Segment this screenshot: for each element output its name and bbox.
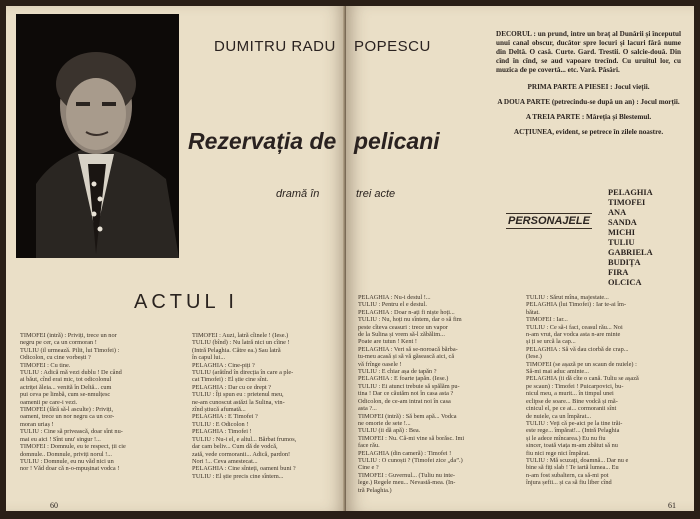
dialogue-line: moran uriaș ! — [20, 420, 54, 428]
dialogue-line: ai băut, cînd erai mic, tot odicolonul — [20, 376, 112, 384]
left-column-1 — [20, 332, 180, 473]
dialogue-line: TULIU (il urmează. Pilit, lui Timofei) : — [20, 346, 120, 354]
dialogue-line: TULIU (arătînd în direcția în care a ple- — [192, 369, 294, 377]
dialogue-line: oamenii pe care-i vezi. — [20, 398, 78, 406]
dialogue-line: n-am vrut, dar vodca asta n-are minte — [526, 331, 621, 339]
dialogue-line: Să-mi mai aduc aminte... — [526, 368, 589, 376]
left-page — [6, 6, 346, 511]
dialogue-line: mai eu aici ! Sînt unu' singur !... — [20, 435, 101, 443]
dialogue-line: ne-am cunoscut astăzi la Sulina, vin- — [192, 398, 285, 406]
dialogue-line: PELAGHIA : Să vă dau ciorbă de crap... — [526, 345, 629, 353]
dialogue-line: TIMOFEI : Cu tine. — [20, 361, 71, 369]
dialogue-line: nor ! Văd doar că n-o-mpușinat vodca ! — [20, 465, 120, 473]
dialogue-line: eclipse de soare... Bine vodcă și mă- — [526, 397, 618, 405]
dialogue-line: PELAGHIA : Doar n-ați fi niște hoți... — [358, 308, 455, 316]
dialogue-line: cat Timofei) : El știe cine sînt. — [192, 376, 269, 384]
characters-heading: PERSONAJELE — [508, 215, 590, 227]
dialogue-line: Nori !... Ceva amestecat... — [192, 457, 258, 465]
dialogue-line: în capul lui... — [192, 354, 226, 362]
dialogue-line: TIMOFEI : Iar... — [526, 316, 568, 324]
dialogue-line: asta ?... — [358, 405, 377, 413]
stage-directions — [496, 30, 681, 143]
decor-text: DECORUL : un prund, intre un braț al Dunării și începutul unui canal obscur, ducător spre locuri și lacuri fără nume din Deltă. O casă. Curte. Gard. Trestii. O salcie-două. Din cînd în cînd, se aud vapoare trecînd. Cu uruitul lor, cu muzica de pe covertă... etc. Vară. Păsări. — [496, 30, 681, 74]
dialogue-line: TIMOFEI : Nu. Că-mi vine să borăsc. Imi — [358, 434, 465, 442]
author-photo — [16, 14, 179, 258]
dialogue-line: TIMOFEI : Auzi, latră cîinele ! (Iese.) — [192, 332, 289, 339]
dialogue-line: TULIU : Nu, hoți nu sîntem, dar o să fim — [358, 316, 462, 324]
dialogue-line: pui ceva pe limbă, cum se-nmulțesc — [20, 391, 111, 399]
dialogue-line: TULIU : Cine să privească, doar sînt nu- — [20, 428, 123, 436]
dialogue-line: TIMOFEI (intră) : Priviți, trece un nor — [20, 332, 117, 339]
character-name: BUDIȚA — [608, 258, 641, 267]
dialogue-line: TULIU : Ce să-i faci, ceasul rău... Noi — [526, 323, 623, 331]
dialogue-line: zată, vede cormoranii... Adică, pardon! — [192, 450, 291, 458]
author-first-name: DUMITRU RADU — [214, 38, 336, 55]
character-name: SANDA — [608, 218, 637, 227]
right-column-2 — [526, 294, 686, 487]
dialogue-line: peste cîteva ceasuri : trece un vapor — [358, 323, 448, 331]
dialogue-line: cinicul el, pe ce ai... cormoranii sînt — [526, 405, 617, 413]
dialogue-line: ne omoriе de sete !... — [358, 419, 411, 427]
dialogue-line: PELAGHIA : E foarte țapăn. (Iese.) — [358, 375, 449, 383]
subtitle-part-1: dramă în — [276, 188, 320, 200]
dialogue-line: înjura șefii... și ca să fiu liber cînd — [526, 479, 612, 487]
dialogue-line: PELAGHIA (lui Timofei) : Iar te-ai îm- — [526, 301, 627, 309]
dialogue-line: n-am fost subaltern, ca să-mi pot — [526, 471, 609, 479]
part-2-text: A DOUA PARTE (petrecindu-se după un an) : Jocul morții. — [497, 98, 680, 106]
dialogue-line: oameni, trece un nor negru ca un cor- — [20, 413, 115, 421]
dialogue-line: și le adece mîncarea.) Eu nu fiu — [526, 434, 606, 442]
dialogue-line: TULIU : Veți că pe-aici pe la tine trăi- — [526, 419, 623, 427]
dialogue-line: nicul meu, a murit... în timpul unei — [526, 390, 614, 398]
dialogue-line: TULIU : Domnule, eu nu văd nici un — [20, 457, 114, 465]
dialogue-line: TULIU : Sărut mîna, majestate... — [526, 294, 609, 301]
dialogue-line: TULIU : E Odicolon ! — [192, 420, 249, 428]
subtitle-part-2: trei acte — [356, 188, 396, 200]
dialogue-line: actriței ăleia... venită în Deltă... cum — [20, 383, 112, 391]
dialogue-line: TULIU : O cunoști ? (Timofei zice „da”.) — [358, 456, 463, 464]
dialogue-line: PELAGHIA (ii dă cîte o cană. Tuliu se așază — [526, 375, 639, 383]
part-1-text: PRIMA PARTE A PIESEI : Jocul vieții. — [527, 83, 650, 91]
dialogue-line: domnule.. Domnule, priviți norul !... — [20, 450, 112, 458]
dialogue-line: PELAGHIA : Cine sînteți, oameni buni ? — [192, 465, 296, 473]
dialogue-line: Cine e ? — [358, 464, 379, 472]
portrait-illustration — [16, 14, 179, 258]
author-last-name: POPESCU — [354, 38, 431, 55]
dialogue-line: PELAGHIA : Timofei ! — [192, 428, 252, 436]
dialogue-line: TULIU : El știe precis cine sîntem... — [192, 472, 284, 480]
dialogue-line: tu-meu acasă și să vă găsească aici, că — [358, 353, 455, 361]
dialogue-line: TULIU : Îți spun eu : prietenul meu, — [192, 391, 284, 399]
dialogue-line: este rege... împărat!... (Intră Pelaghia — [526, 427, 620, 435]
dialogue-line: TIMOFEI (se așază pe un scaun de nuiele) : — [526, 360, 637, 368]
dialogue-line: PELAGHIA : Cine-piți ? — [192, 361, 255, 369]
dialogue-line: lege.) Regele meu... Nevastă-mea. (In- — [358, 479, 456, 487]
left-column-2 — [192, 332, 342, 480]
dialogue-line: PELAGHIA : E Timofei ? — [192, 413, 258, 421]
dialogue-line: tră Pelaghia.) — [358, 486, 392, 494]
character-name: TULIU — [608, 238, 635, 247]
dialogue-line: face rău. — [358, 442, 380, 450]
right-page — [346, 6, 694, 511]
dialogue-line: dar cam beliv... Cum dă de vodcă, — [192, 443, 278, 451]
dialogue-line: PELAGHIA (din cameră) : Timofei ! — [358, 449, 452, 457]
dialogue-line: sincer, toată viața m-am zbătut să nu — [526, 442, 618, 450]
dialogue-line: TULIU : Mă scuzați, doamnă... Dar nu e — [526, 456, 629, 464]
dialogue-line: PELAGHIA : Veri să se-noroacă bărba- — [358, 345, 458, 353]
dialogue-line: TULIU (ii dă apă) : Bea. — [358, 427, 421, 435]
dialogue-line: fiu nici rege nici împărat. — [526, 449, 590, 457]
dialogue-line: TIMOFEI : Guvernul... (Tuliu nu inte- — [358, 471, 456, 479]
page-number-right: 61 — [668, 501, 676, 510]
dialogue-line: PELAGHIA : Dar cu ce drept ? — [192, 383, 272, 391]
dialogue-line: PELAGHIA : Nu-i destul !... — [358, 294, 431, 301]
right-column-1 — [358, 294, 516, 494]
page-number-left: 60 — [50, 501, 58, 510]
dialogue-line: TULIU : Adică mă vezi dublu ! De când — [20, 369, 122, 377]
title-part-1: Rezervația de — [188, 128, 337, 154]
dialogue-line: Odicolon, de ce-am intrat noi în casa — [358, 397, 451, 405]
dialogue-line: Poate are tutun ! Kent ! — [358, 338, 417, 346]
character-name: FIRA — [608, 268, 629, 277]
character-name: ANA — [608, 208, 627, 217]
dialogue-line: vă frînge oasele ! — [358, 360, 402, 368]
dialogue-line: (Iese.) — [526, 353, 542, 361]
dialogue-line: TULIU : Pentru el e destul. — [358, 301, 427, 309]
dialogue-line: TIMOFEI (intră) : Să bem apă... Vodca — [358, 412, 457, 420]
title-part-2: pelicani — [354, 128, 440, 154]
dialogue-line: TULIU : Ei atunci trebuie să spălăm pu- — [358, 382, 460, 390]
dialogue-line: pe scaun) : Timofei ! Puicarpovici, bu- — [526, 382, 624, 390]
character-name: PELAGHIA — [608, 188, 653, 197]
dialogue-line: bine să fiți slab ! Te iartă lumea... Eu — [526, 464, 619, 472]
character-name: GABRIELA — [608, 248, 653, 257]
dialogue-line: bătat. — [526, 308, 540, 316]
dialogue-line: negru pe cer, ca un cormoran ! — [20, 339, 97, 347]
dialogue-line: Odicolon, cu cine vorbești ? — [20, 354, 91, 362]
dialogue-line: de nuiele, ca un împărat... — [526, 412, 592, 420]
dialogue-line: TULIU : E chiar așa de tapăn ? — [358, 368, 437, 376]
act-heading: ACTUL I — [134, 291, 238, 313]
dialogue-line: TULIU : Nu-i el, e altul... Bărbat frumos, — [192, 435, 297, 443]
character-name: TIMOFEI — [608, 198, 646, 207]
dialogue-line: și ți se urcă la cap... — [526, 338, 576, 346]
dialogue-line: (Intră Pelaghia. Către ea.) Sau latră — [192, 346, 281, 354]
character-name: OLCICA — [608, 278, 642, 287]
part-3-text: A TREIA PARTE : Mărețiа și Blestemul. — [525, 113, 652, 121]
character-list — [608, 188, 653, 288]
dialogue-line: TIMOFEI (fără să-l asculte) : Priviți, — [20, 406, 114, 414]
character-name: MICHI — [608, 228, 635, 237]
dialogue-line: tina ! Dar ce căutăm noi în casa asta ? — [358, 390, 454, 398]
dialogue-line: TIMOFEI : Domnule, eu te respect, ții cie — [20, 443, 126, 451]
action-text: ACȚIUNEA, evident, se petrece în zilele noastre. — [513, 128, 664, 136]
dialogue-line: zînd știucă afumată... — [192, 406, 246, 414]
dialogue-line: TULIU (bînd) : Nu latră nici un cîine ! — [192, 339, 290, 347]
dialogue-line: de la Sulina și vrem să-l zăbălim... — [358, 331, 445, 339]
